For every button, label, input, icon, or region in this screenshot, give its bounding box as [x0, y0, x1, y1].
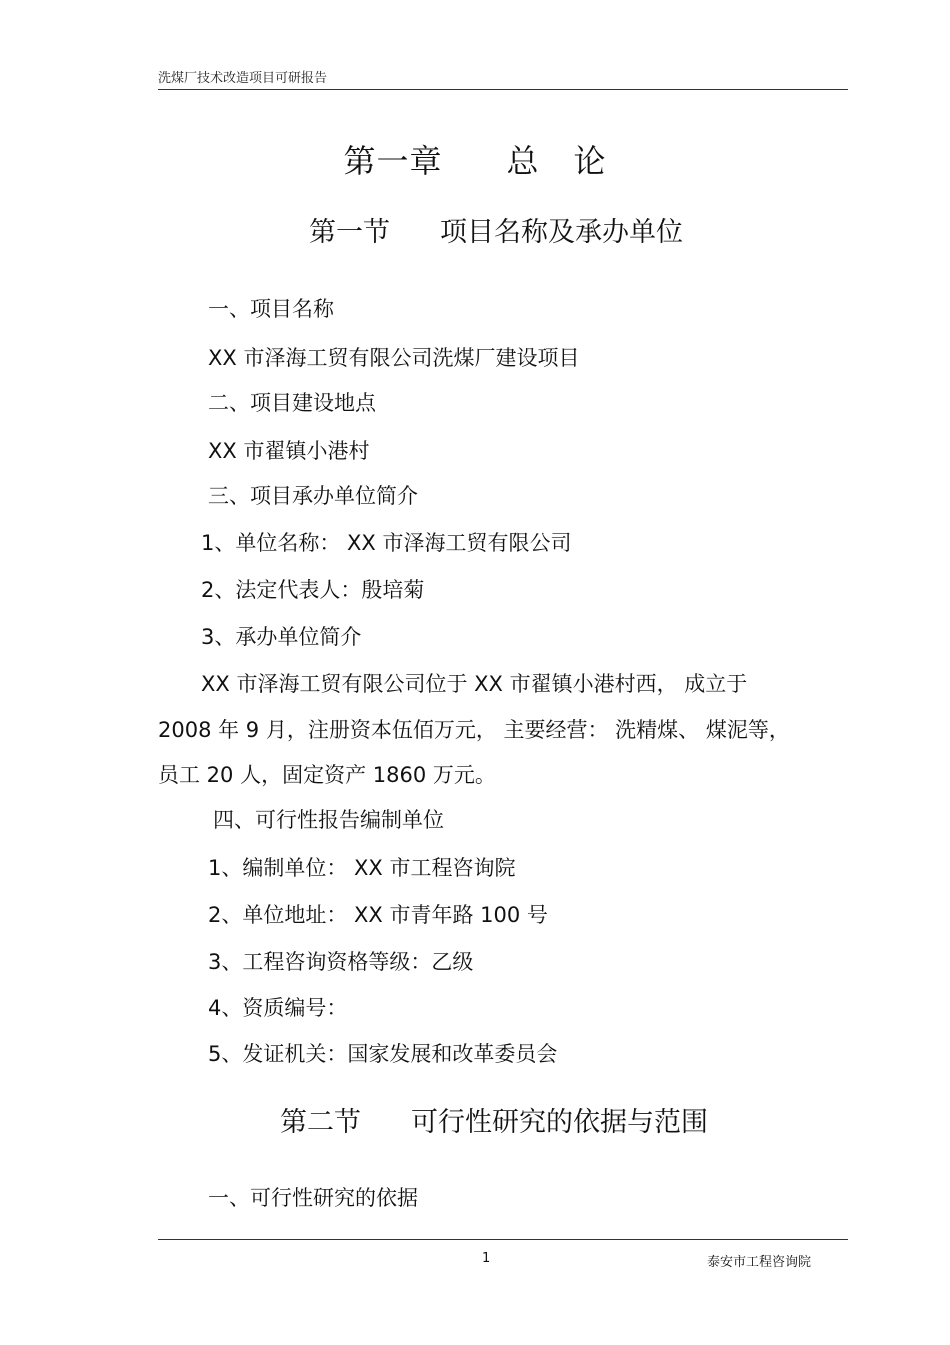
item-heading-basis: 一、可行性研究的依据 — [208, 1186, 418, 1210]
section-1-heading — [309, 210, 683, 249]
sponsor-name: 1、单位名称： XX 市泽海工贸有限公司 — [201, 531, 572, 555]
chapter-number: 第一章 — [343, 142, 443, 180]
issuing-authority: 5、发证机关：国家发展和改革委员会 — [208, 1042, 558, 1066]
intro-paragraph-line2: 2008 年 9 月，注册资本伍佰万元， 主要经营： 洗精煤、 煤泥等， — [158, 718, 790, 742]
location-text: XX 市翟镇小港村 — [208, 439, 370, 463]
section-2-number: 第二节 — [280, 1107, 361, 1138]
legal-representative: 2、法定代表人：殷培菊 — [201, 578, 425, 602]
report-unit-address: 2、单位地址： XX 市青年路 100 号 — [208, 903, 548, 927]
running-header: 洗煤厂技术改造项目可研报告 — [158, 71, 328, 86]
item-heading-project-name: 一、项目名称 — [208, 297, 334, 321]
qualification-grade: 3、工程咨询资格等级：乙级 — [208, 950, 474, 974]
sponsor-intro-heading: 3、承办单位简介 — [201, 625, 362, 649]
chapter-title-char2: 论 — [573, 142, 607, 180]
header-divider — [158, 89, 848, 90]
intro-paragraph-line3: 员工 20 人，固定资产 1860 万元。 — [158, 763, 496, 787]
report-unit-name: 1、编制单位： XX 市工程咨询院 — [208, 856, 516, 880]
intro-paragraph-line1: XX 市泽海工贸有限公司位于 XX 市翟镇小港村西， 成立于 — [201, 672, 748, 696]
chapter-title — [0, 136, 950, 182]
section-2-title: 可行性研究的依据与范围 — [411, 1107, 708, 1138]
section-2-heading — [280, 1100, 708, 1139]
section-1-number: 第一节 — [309, 217, 390, 248]
item-heading-sponsor: 三、项目承办单位简介 — [208, 484, 418, 508]
item-heading-location: 二、项目建设地点 — [208, 391, 376, 415]
qualification-number: 4、资质编号： — [208, 996, 348, 1020]
chapter-title-char1: 总 — [506, 142, 540, 180]
footer-organization: 泰安市工程咨询院 — [707, 1255, 812, 1270]
footer-divider — [158, 1239, 848, 1240]
item-heading-report-unit: 四、可行性报告编制单位 — [213, 808, 444, 832]
section-1-title: 项目名称及承办单位 — [440, 217, 683, 248]
page-number: 1 — [482, 1251, 491, 1266]
project-name-text: XX 市泽海工贸有限公司洗煤厂建设项目 — [208, 346, 580, 370]
